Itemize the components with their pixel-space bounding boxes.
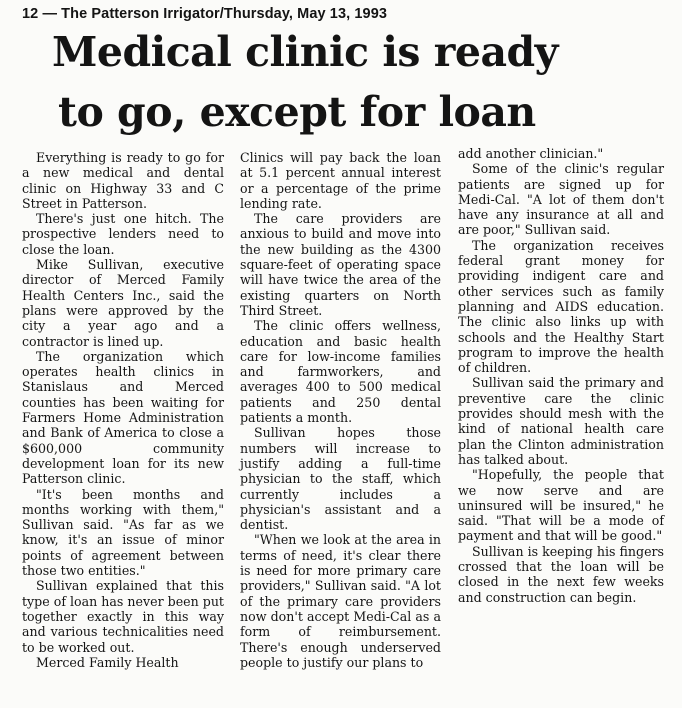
paragraph: The organization receives federal grant money for providing indigent care and other services such as family planning and AIDS education. The clinic also links up with schools and the Healthy Start program to improve the health of children.: [458, 237, 664, 376]
paragraph: add another clinician.": [458, 146, 604, 161]
paragraph: Sullivan is keeping his fingers crossed that the loan will be closed in the next few weeks and construction can begin.: [458, 543, 664, 605]
paragraph: Some of the clinic's regular patients are signed up for Medi-Cal. "A lot of them don't have any insurance at all and are poor," Sullivan said.: [458, 161, 664, 238]
paragraph: "Hopefully, the people that we now serve and are uninsured will be insured," he said. "That will be a mode of payment and that will be good.": [458, 467, 664, 544]
article-column-3: [458, 146, 664, 605]
paragraph: "It's been months and months working with them," Sullivan said. "As far as we know, it's an issue of minor points of agreement between those two entities.": [22, 486, 224, 579]
article-column-2: [240, 150, 441, 670]
paragraph: The care providers are anxious to build and move into the new building as the 4300 square-feet of operating space will have twice the area of the existing quarters on North Third Street.: [240, 211, 441, 318]
headline: [52, 22, 672, 142]
paragraph: Merced Family Health: [36, 654, 179, 670]
paragraph: The organization which operates health clinics in Stanislaus and Merced counties has been waiting for Farmers Home Administration and Bank of America to close a $600,000 community development loan for its new Patterson clinic.: [22, 348, 224, 487]
paragraph: "When we look at the area in terms of need, it's clear there is need for more primary care providers," Sullivan said. "A lot of the primary care providers now don't accept Medi-Cal as a form of reimbursement. There's enough underserved people to justify our plans to: [240, 532, 441, 670]
paragraph: Everything is ready to go for a new medical and dental clinic on Highway 33 and C Street in Patterson.: [22, 150, 224, 211]
paragraph: The clinic offers wellness, education and basic health care for low-income families and farmworkers, and averages 400 to 500 medical patients and 250 dental patients a month.: [240, 318, 441, 426]
paragraph: Sullivan said the primary and preventive care the clinic provides should mesh with the kind of national health care plan the Clinton administration has talked about.: [458, 375, 664, 467]
headline-line-1: Medical clinic is ready: [52, 28, 559, 76]
paragraph: There's just one hitch. The prospective lenders need to close the loan.: [22, 211, 224, 257]
paragraph: Sullivan explained that this type of loan has never been put together exactly in this way and various technicalities need to be worked out.: [22, 578, 224, 655]
paragraph: Clinics will pay back the loan at 5.1 percent annual interest or a percentage of the prime lending rate.: [240, 150, 441, 211]
headline-line-2: to go, except for loan: [58, 88, 536, 136]
paragraph: Mike Sullivan, executive director of Merced Family Health Centers Inc., said the plans were approved by the city a year ago and a contractor is lined up.: [22, 257, 224, 349]
page-folio: 12 — The Patterson Irrigator/Thursday, May 13, 1993: [22, 6, 388, 22]
article-column-1: [22, 150, 224, 670]
paragraph: Sullivan hopes those numbers will increase to justify adding a full-time physician to the staff, which currently includes a physician's assistant and a dentist.: [240, 425, 441, 533]
